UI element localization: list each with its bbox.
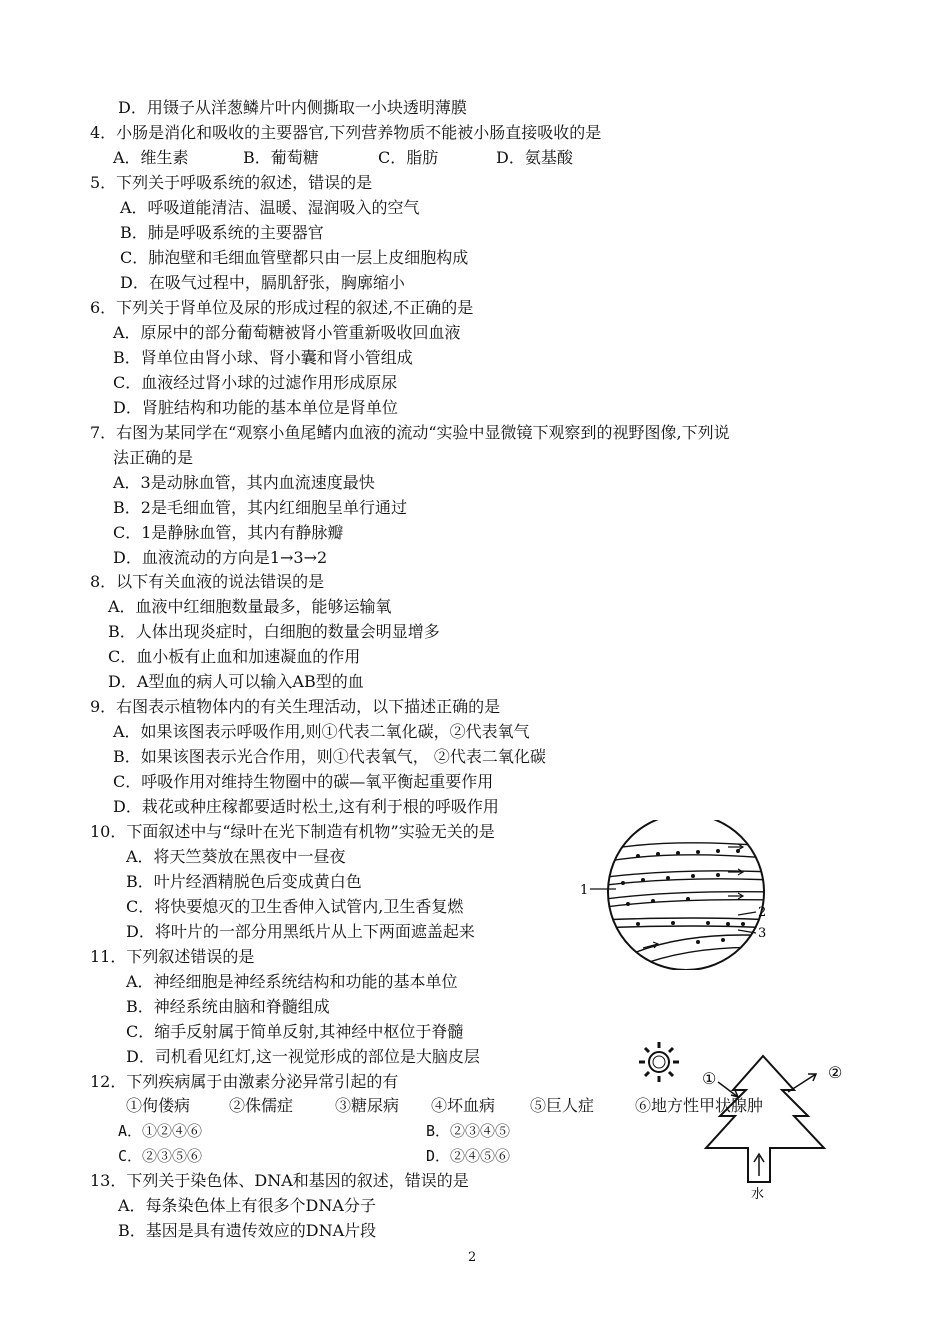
- q12-option: B．②③④⑤: [426, 1122, 511, 1140]
- figure-label-3: 3: [758, 926, 767, 941]
- question-line-q10-d: D．将叶片的一部分用黑纸片从上下两面遮盖起来: [126, 922, 475, 941]
- question-line-q4: 4．小肠是消化和吸收的主要器官,下列营养物质不能被小肠直接吸收的是: [90, 123, 602, 142]
- question-line-q8-b: B．人体出现炎症时，白细胞的数量会明显增多: [108, 622, 440, 641]
- question-line-q11-a: A．神经细胞是神经系统结构和功能的基本单位: [126, 972, 458, 991]
- q12-option: A．①②④⑥: [118, 1122, 203, 1140]
- q12-disease-item: ②侏儒症: [229, 1096, 294, 1115]
- output-label: ②: [828, 1063, 843, 1082]
- question-line-q13: 13．下列关于染色体、DNA和基因的叙述，错误的是: [90, 1171, 469, 1190]
- question-line-q5-d: D．在吸气过程中，膈肌舒张，胸廓缩小: [120, 273, 405, 292]
- q4-option: A．维生素: [113, 148, 189, 167]
- q12-disease-item: ③糖尿病: [335, 1096, 400, 1115]
- question-line-q7-d: D．血液流动的方向是1→3→2: [113, 548, 328, 567]
- figure-label-1: 1: [580, 883, 589, 898]
- question-line-q8: 8．以下有关血液的说法错误的是: [90, 572, 325, 591]
- question-line-q11-c: C．缩手反射属于简单反射,其神经中枢位于脊髓: [126, 1022, 464, 1041]
- question-line-q5-c: C．肺泡壁和毛细血管壁都只由一层上皮细胞构成: [120, 248, 469, 267]
- q4-option: B．葡萄糖: [243, 148, 319, 167]
- question-line-q13-b: B．基因是具有遗传效应的DNA片段: [118, 1221, 377, 1240]
- question-line-q8-a: A．血液中红细胞数量最多，能够运输氧: [108, 597, 392, 616]
- question-line-q10-c: C．将快要熄灭的卫生香伸入试管内,卫生香复燃: [126, 897, 464, 916]
- question-line-q9-b: B．如果该图表示光合作用，则①代表氧气， ②代表二氧化碳: [113, 747, 546, 766]
- question-line-q6: 6．下列关于肾单位及尿的形成过程的叙述,不正确的是: [90, 298, 474, 317]
- question-line-q9-d: D．栽花或种庄稼都要适时松土,这有利于根的呼吸作用: [113, 797, 499, 816]
- page-number: 2: [468, 1250, 477, 1265]
- question-line-q12: 12．下列疾病属于由激素分泌异常引起的有: [90, 1072, 399, 1091]
- q12-disease-item: ①佝偻病: [126, 1096, 191, 1115]
- fish-tail-microscope-figure: [578, 820, 778, 970]
- question-line-q11-b: B．神经系统由脑和脊髓组成: [126, 997, 330, 1016]
- question-line-q6-a: A．原尿中的部分葡萄糖被肾小管重新吸收回血液: [113, 323, 461, 342]
- question-line-q9-a: A．如果该图表示呼吸作用,则①代表二氧化碳，②代表氧气: [113, 722, 530, 741]
- figure-label-2: 2: [758, 905, 767, 920]
- question-line-q6-b: B．肾单位由肾小球、肾小囊和肾小管组成: [113, 348, 413, 367]
- water-label: 水: [751, 1187, 765, 1202]
- input-label: ①: [702, 1069, 717, 1088]
- question-line-q8-d: D．A型血的病人可以输入AB型的血: [108, 672, 364, 691]
- question-line-q7-cont: 法正确的是: [113, 448, 194, 467]
- question-line-q9-c: C．呼吸作用对维持生物圈中的碳—氧平衡起重要作用: [113, 772, 494, 791]
- q12-disease-item: ⑥地方性甲状腺肿: [635, 1096, 764, 1115]
- question-line-q9: 9．右图表示植物体内的有关生理活动，以下描述正确的是: [90, 697, 501, 716]
- question-line-q5: 5．下列关于呼吸系统的叙述，错误的是: [90, 173, 373, 192]
- question-line-q10-a: A．将天竺葵放在黑夜中一昼夜: [126, 847, 346, 866]
- question-line-q13-a: A．每条染色体上有很多个DNA分子: [118, 1196, 376, 1215]
- question-line-q11: 11．下列叙述错误的是: [90, 947, 255, 966]
- question-line-q7-c: C．1是静脉血管，其内有静脉瓣: [113, 523, 344, 542]
- question-line-q7-b: B．2是毛细血管，其内红细胞呈单行通过: [113, 498, 407, 517]
- sun-icon: [637, 1040, 681, 1084]
- tree-outline: [706, 1056, 824, 1182]
- q4-option: D．氨基酸: [496, 148, 573, 167]
- question-line-q3-d: D．用镊子从洋葱鳞片叶内侧撕取一小块透明薄膜: [118, 98, 467, 117]
- plant-physiology-figure: [698, 1052, 858, 1202]
- question-line-q10: 10．下面叙述中与“绿叶在光下制造有机物”实验无关的是: [90, 822, 495, 841]
- q12-option: C．②③⑤⑥: [118, 1147, 203, 1165]
- q12-option: D．②④⑤⑥: [426, 1147, 511, 1165]
- question-line-q11-d: D．司机看见红灯,这一视觉形成的部位是大脑皮层: [126, 1047, 480, 1066]
- q4-option: C．脂肪: [378, 148, 439, 167]
- question-line-q6-d: D．肾脏结构和功能的基本单位是肾单位: [113, 398, 398, 417]
- question-line-q7: 7．右图为某同学在“观察小鱼尾鳍内血液的流动“实验中显微镜下观察到的视野图像,下列说: [90, 423, 730, 442]
- question-line-q7-a: A．3是动脉血管，其内血流速度最快: [113, 473, 375, 492]
- question-line-q10-b: B．叶片经酒精脱色后变成黄白色: [126, 872, 362, 891]
- question-line-q8-c: C．血小板有止血和加速凝血的作用: [108, 647, 361, 666]
- question-line-q6-c: C．血液经过肾小球的过滤作用形成原尿: [113, 373, 398, 392]
- q12-disease-item: ④坏血病: [431, 1096, 496, 1115]
- question-line-q5-b: B．肺是呼吸系统的主要器官: [120, 223, 324, 242]
- question-line-q5-a: A．呼吸道能清洁、温暖、湿润吸入的空气: [120, 198, 420, 217]
- q12-disease-item: ⑤巨人症: [530, 1096, 595, 1115]
